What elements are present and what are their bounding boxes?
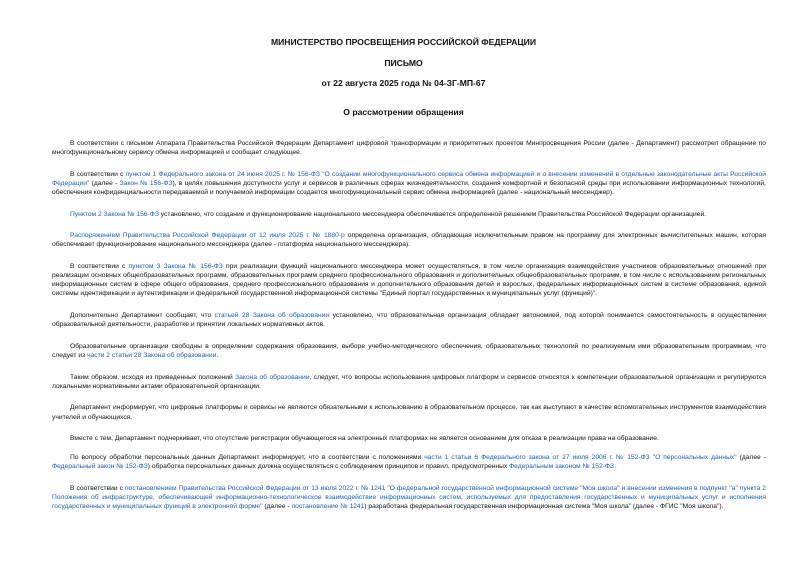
paragraph-7 [52, 342, 766, 360]
link-resolution-1241[interactable]: постановлением Правительства Российской Федерации от 13 июля 2022 г. № 1241 "О федеральной государственной информационной системе "Моя школа" и внесении изменения в подпункт "а" пункта 2 Положения об инфраструктуре, обеспечивающей информационно-технологическое взаимодействие информационных систем, используемых для предоставления государственных и муниципальных услуг и исполнения государственных и муниципальных функций в электронной форме" [52, 485, 766, 511]
paragraph-9 [52, 403, 766, 421]
link-law-156[interactable]: Закон № 156-ФЗ [119, 179, 173, 187]
paragraph-text: (далее - [89, 179, 120, 187]
paragraph-text: В соответствии с письмом Аппарата Правительства Российской Федерации Департамент цифровой трансформации и приоритетных проектов Минпросвещения России (далее - Департамент) рассмотрел обращение по многофункциональному сервису обмена информацией и сообщает следующее. [52, 140, 766, 157]
link-law-156-point-1[interactable]: пунктом 1 Федерального закона от 24 июня 2025 г. № 156-ФЗ "О создании многофункционального сервиса обмена информацией и о внесении изменений в отдельные законодательные акты Российской Федерации" [52, 170, 766, 187]
link-law-156-point-2[interactable]: Пунктом 2 Закона № 156-ФЗ [70, 210, 159, 218]
paragraph-text: . [216, 351, 219, 359]
paragraph-text: Таким образом, исходя из приведенных положений [70, 373, 236, 381]
link-law-152-part-1-article-6[interactable]: части 1 статьи 6 Федерального закона от 27 июля 2006 г. № 152-ФЗ "О персональных данных" [424, 454, 737, 462]
paragraph-text: ) разработана федеральная государственная информационная система "Моя школа" (далее - ФГИС "Моя школа"). [364, 503, 724, 511]
paragraph-10 [52, 434, 766, 443]
paragraph-text: при реализации функций национального мессенджера может осуществляться, в том числе организация взаимодействия участников образовательных отношений при реализации основных общеобразовательных программ, образовательных программ среднего профессионального образования и дополнительных общеобразовательных программ, в том числе с использованием региональных информационных систем в сфере общего образования, среднего профессионального образования и дополнительного образования детей и взрослых, федеральных информационных систем в системе образования, единой системы идентификации и аутентификации и федеральной государственной информационной системы "Единый портал государственных и муниципальных услуг (функций)". [52, 263, 766, 298]
paragraph-3 [52, 210, 766, 219]
paragraph-text: В соответствии с [70, 263, 129, 271]
link-article-28-education-law[interactable]: статьей 28 Закона об образовании [214, 312, 330, 320]
paragraph-text: По вопросу обработки персональных данных Департамент информирует, что в соответствии с положениями [70, 454, 425, 462]
paragraph-5 [52, 262, 766, 298]
paragraph-11 [52, 453, 766, 471]
paragraph-text: определена организация, обладающая исключительным правом на программу для электронных вычислительных машин, которая обеспечивает функционирование национального мессенджера (далее - платформа национального мессенджера). [52, 232, 766, 249]
link-resolution-1241-short[interactable]: постановление № 1241 [291, 503, 365, 511]
ministry-title: МИНИСТЕРСТВО ПРОСВЕЩЕНИЯ РОССИЙСКОЙ ФЕДЕРАЦИИ [270, 37, 537, 47]
document-subject: О рассмотрении обращения [343, 107, 464, 117]
link-law-152-second[interactable]: Федеральным законом № 152-ФЗ [509, 463, 615, 471]
paragraph-text: ), в целях повышения доступности услуг и сервисов в различных сферах жизнедеятельности, создания комфортной и безопасной среды при использовании информационных технологий, обеспечения конфиденциальности передаваемой и получаемой информации создается многофункциональный сервис обмена информацией (далее - национальный мессенджер). [52, 179, 766, 196]
paragraph-text: В соответствии с [70, 485, 126, 493]
paragraph-text: установлено, что образовательная организация обладает автономией, под которой понимается самостоятельность в осуществлении образовательной деятельности, разработке и принятии локальных нормативных актов. [52, 312, 767, 329]
paragraph-text: Вместе с тем, Департамент подчеркивает, что отсутствие регистрации обучающегося на электронных платформах не является основанием для отказа в реализации права на образование. [70, 435, 659, 443]
paragraph-1 [52, 139, 766, 157]
paragraph-text: . [614, 463, 616, 471]
paragraph-text: , следует, что вопросы использования цифровых платформ и сервисов относятся к компетенции образовательной организации и регулируются локальными нормативными актами образовательной организации. [52, 373, 766, 390]
link-part-2-article-28[interactable]: части 2 статьи 28 Закона об образовании [87, 351, 217, 359]
paragraph-text: ) обработка персональных данных должна осуществляться с соблюдением принципов и правил, предусмотренных [147, 463, 510, 471]
paragraph-text: (далее - [736, 454, 766, 462]
paragraph-text: установлено, что создание и функционирование национального мессенджера обеспечивается определенной решением Правительства Российской Федерации организацией. [158, 210, 707, 218]
paragraph-2 [52, 170, 766, 197]
link-education-law[interactable]: Закона об образовании [235, 373, 310, 381]
link-order-1880-r[interactable]: Распоряжением Правительства Российской Федерации от 12 июля 2025 г. № 1880-р [70, 232, 345, 240]
link-law-152[interactable]: Федеральный закон № 152-ФЗ [52, 463, 148, 471]
paragraph-text: Департамент информирует, что цифровые платформы и сервисы не являются обязательными к использованию в образовательном процессе, так как выступают в качестве вспомогательных инструментов взаимодействия учителей и обучающихся. [52, 404, 766, 421]
link-law-156-point-3[interactable]: пунктом 3 Закона № 156-ФЗ [128, 263, 223, 271]
paragraph-text: В соответствии с [70, 170, 126, 178]
paragraph-12 [52, 484, 766, 511]
letter-body [52, 139, 766, 524]
paragraph-8 [52, 373, 766, 391]
paragraph-text: Образовательные организации свободны в определении содержания образования, выборе учебно-методического обеспечения, образовательных технологий по реализуемым ими образовательным программам, что следует из [52, 342, 766, 359]
document-type: ПИСЬМО [384, 58, 423, 68]
paragraph-6 [52, 311, 766, 329]
paragraph-4 [52, 231, 766, 249]
paragraph-text: (далее - [262, 503, 292, 511]
paragraph-text: Дополнительно Департамент сообщает, что [70, 312, 215, 320]
document-date-number: от 22 августа 2025 года № 04-ЗГ-МП-67 [321, 78, 486, 88]
